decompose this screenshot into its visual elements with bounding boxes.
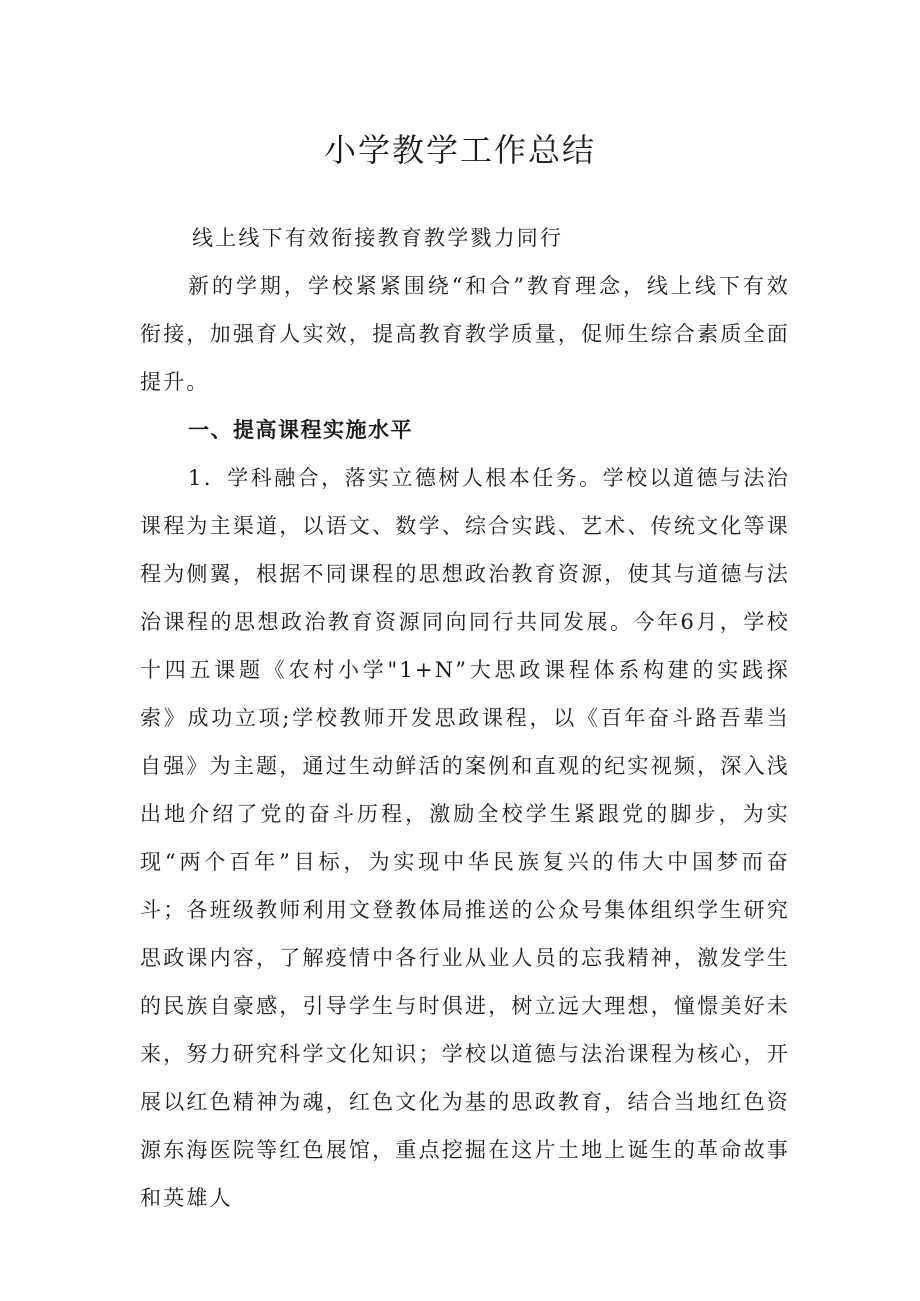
- intro-paragraph: 新的学期，学校紧紧围绕“和合”教育理念，线上线下有效衔接，加强育人实效，提高教育教学质量，促师生综合素质全面提升。: [140, 274, 790, 394]
- document-title: 小学教学工作总结: [323, 131, 596, 169]
- section-heading: 一、提高课程实施水平: [188, 418, 413, 442]
- document-subtitle: 线上线下有效衔接教育教学戮力同行: [192, 226, 564, 250]
- section-paragraph: 1．学科融合，落实立德树人根本任务。学校以道德与法治课程为主渠道，以语文、数学、综合实践、艺术、传统文化等课程为侧翼，根据不同课程的思想政治教育资源，使其与道德与法治课程的思想政治教育资源同向同行共同发展。今年6月，学校十四五课题《农村小学"1+N”大思政课程体系构建的实践探索》成功立项;学校教师开发思政课程，以《百年奋斗路吾辈当自强》为主题，通过生动鲜活的案例和直观的纪实视频，深入浅出地介绍了党的奋斗历程，激励全校学生紧跟党的脚步，为实现“两个百年”目标，为实现中华民族复兴的伟大中国梦而奋斗；各班级教师利用文登教体局推送的公众号集体组织学生研究思政课内容，了解疫情中各行业从业人员的忘我精神，激发学生的民族自豪感，引导学生与时俱进，树立远大理想，憧憬美好未来，努力研究科学文化知识；学校以道德与法治课程为核心，开展以红色精神为魂，红色文化为基的思政教育，结合当地红色资源东海医院等红色展馆，重点挖掘在这片土地上诞生的革命故事和英雄人: [140, 466, 790, 1210]
